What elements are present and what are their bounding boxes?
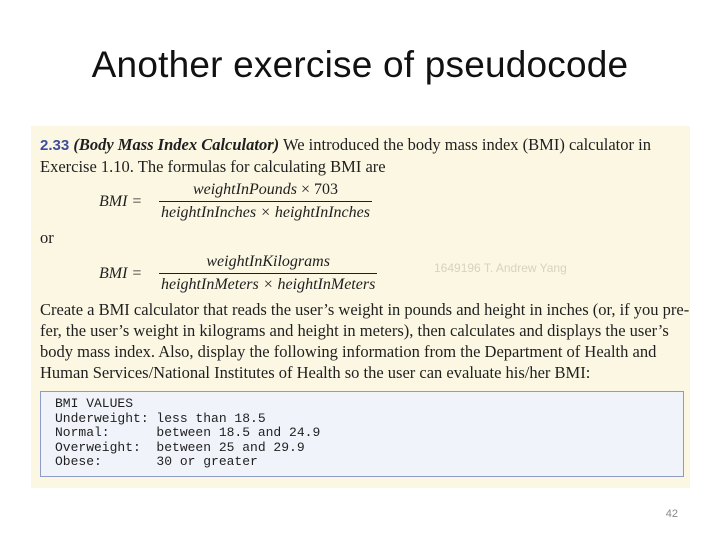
paragraph-line: body mass index. Also, display the following information from the Department of Health and bbox=[40, 342, 657, 361]
exercise-heading-line bbox=[40, 134, 684, 156]
exercise-number: 2.33 bbox=[40, 137, 70, 154]
bmi-values-header: BMI VALUES bbox=[55, 396, 134, 411]
formula-fraction bbox=[159, 181, 372, 222]
bmi-row-overweight: Overweight: between 25 and 29.9 bbox=[55, 439, 305, 455]
watermark: 1649196 T. Andrew Yang bbox=[434, 261, 567, 275]
exercise-intro-line2: Exercise 1.10. The formulas for calculating BMI are bbox=[40, 157, 386, 176]
page-number: 42 bbox=[665, 508, 678, 520]
formula-denominator: heightInInches × heightInInches bbox=[159, 201, 372, 222]
paragraph-line: Create a BMI calculator that reads the user’s weight in pounds and height in inches (or, if you pre- bbox=[40, 300, 690, 319]
paragraph-line: fer, the user’s weight in kilograms and height in meters), then calculates and displays the user’s bbox=[40, 321, 669, 340]
formula-lhs: BMI = bbox=[99, 264, 143, 282]
formula-lhs: BMI = bbox=[99, 192, 143, 210]
bmi-values-box bbox=[40, 391, 684, 477]
formula-denominator: heightInMeters × heightInMeters bbox=[159, 273, 377, 294]
bmi-formula-kilograms bbox=[99, 253, 377, 294]
bmi-row-normal: Normal: between 18.5 and 24.9 bbox=[55, 425, 321, 440]
exercise-title: (Body Mass Index Calculator) bbox=[73, 135, 280, 154]
bmi-formula-pounds bbox=[99, 181, 372, 222]
bmi-row-underweight: Underweight: less than 18.5 bbox=[55, 410, 266, 426]
exercise-panel bbox=[31, 126, 690, 488]
or-text: or bbox=[40, 228, 54, 247]
formula-numerator: weightInKilograms bbox=[206, 253, 330, 270]
formula-fraction bbox=[159, 253, 377, 294]
bmi-row-obese: Obese: 30 or greater bbox=[55, 454, 258, 469]
slide-title: Another exercise of pseudocode bbox=[91, 44, 629, 85]
paragraph-line: Human Services/National Institutes of Health so the user can evaluate his/her BMI: bbox=[40, 363, 591, 382]
exercise-intro: We introduced the body mass index (BMI) calculator in bbox=[282, 135, 651, 154]
formula-numerator: weightInPounds × 703 bbox=[192, 181, 338, 198]
